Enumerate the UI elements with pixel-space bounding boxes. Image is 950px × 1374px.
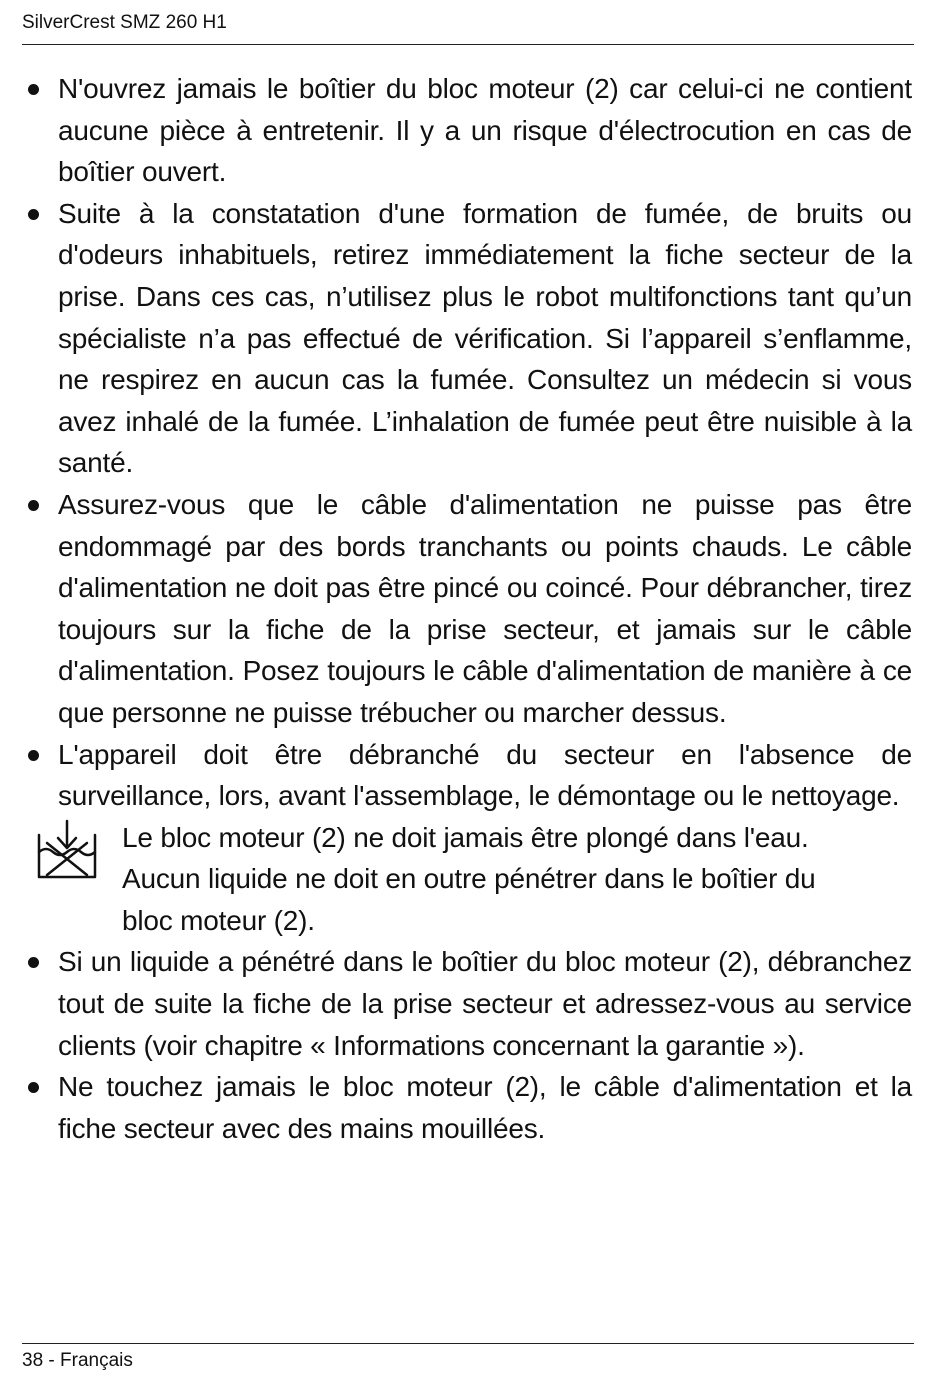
no-immersion-icon: [36, 819, 98, 881]
page-footer: [22, 1343, 914, 1372]
bullet-icon: [28, 1082, 39, 1093]
list-item: [22, 68, 912, 193]
list-item: [22, 1066, 912, 1149]
document-title: SilverCrest SMZ 260 H1: [22, 12, 227, 33]
warning-line: bloc moteur (2).: [122, 904, 315, 936]
bullet-icon: [28, 84, 39, 95]
list-item-text: Si un liquide a pénétré dans le boîtier du bloc moteur (2), débranchez tout de suite la fiche de la prise secteur et adressez-vous au service clients (voir chapitre « Informations concernant la garantie »).: [58, 946, 912, 1061]
immersion-warning: [22, 817, 912, 942]
list-item-text: Ne touchez jamais le bloc moteur (2), le câble d'alimentation et la fiche secteur avec des mains mouillées.: [58, 1071, 912, 1144]
list-item-text: L'appareil doit être débranché du secteur en l'absence de surveillance, lors, avant l'assemblage, le démontage ou le nettoyage.: [58, 738, 912, 812]
bullet-icon: [28, 750, 39, 761]
warning-line: Aucun liquide ne doit en outre pénétrer dans le boîtier du: [122, 863, 816, 895]
bullet-icon: [28, 209, 39, 220]
list-item-text: Assurez-vous que le câble d'alimentation ne puisse pas être endommagé par des bords tranchants ou points chauds. Le câble d'alimentation ne doit pas être pincé ou coincé. Pour débrancher, tirez toujours sur la fiche de la prise secteur, et jamais sur le câble d'alimentation. Posez toujours le câble d'alimentation de manière à ce que personne ne puisse trébucher ou marcher dessus.: [58, 488, 912, 728]
list-item: [22, 941, 912, 1066]
list-item-text: Suite à la constatation d'une formation de fumée, de bruits ou d'odeurs inhabituels, retirez immédiatement la fiche secteur de la prise. Dans ces cas, n’utilisez plus le robot multifonctions tant qu’un spécialiste n’a pas effectué de vérification. Si l’appareil s’enflamme, ne respirez en aucun cas la fumée. Consultez un médecin si vous avez inhalé de la fumée. L’inhalation de fumée peut être nuisible à la santé.: [58, 197, 912, 479]
list-item: [22, 734, 912, 817]
list-item-text: N'ouvrez jamais le boîtier du bloc moteur (2) car celui-ci ne contient aucune pièce à entretenir. Il y a un risque d'électrocution en cas de boîtier ouvert.: [58, 73, 912, 188]
page-number: 38 - Français: [22, 1350, 133, 1371]
bullet-icon: [28, 500, 39, 511]
safety-instructions: [22, 68, 912, 1149]
page-header: [22, 12, 914, 45]
bullet-icon: [28, 957, 39, 968]
warning-line: Le bloc moteur (2) ne doit jamais être plongé dans l'eau.: [122, 821, 809, 853]
list-item: [22, 484, 912, 734]
list-item: [22, 193, 912, 484]
